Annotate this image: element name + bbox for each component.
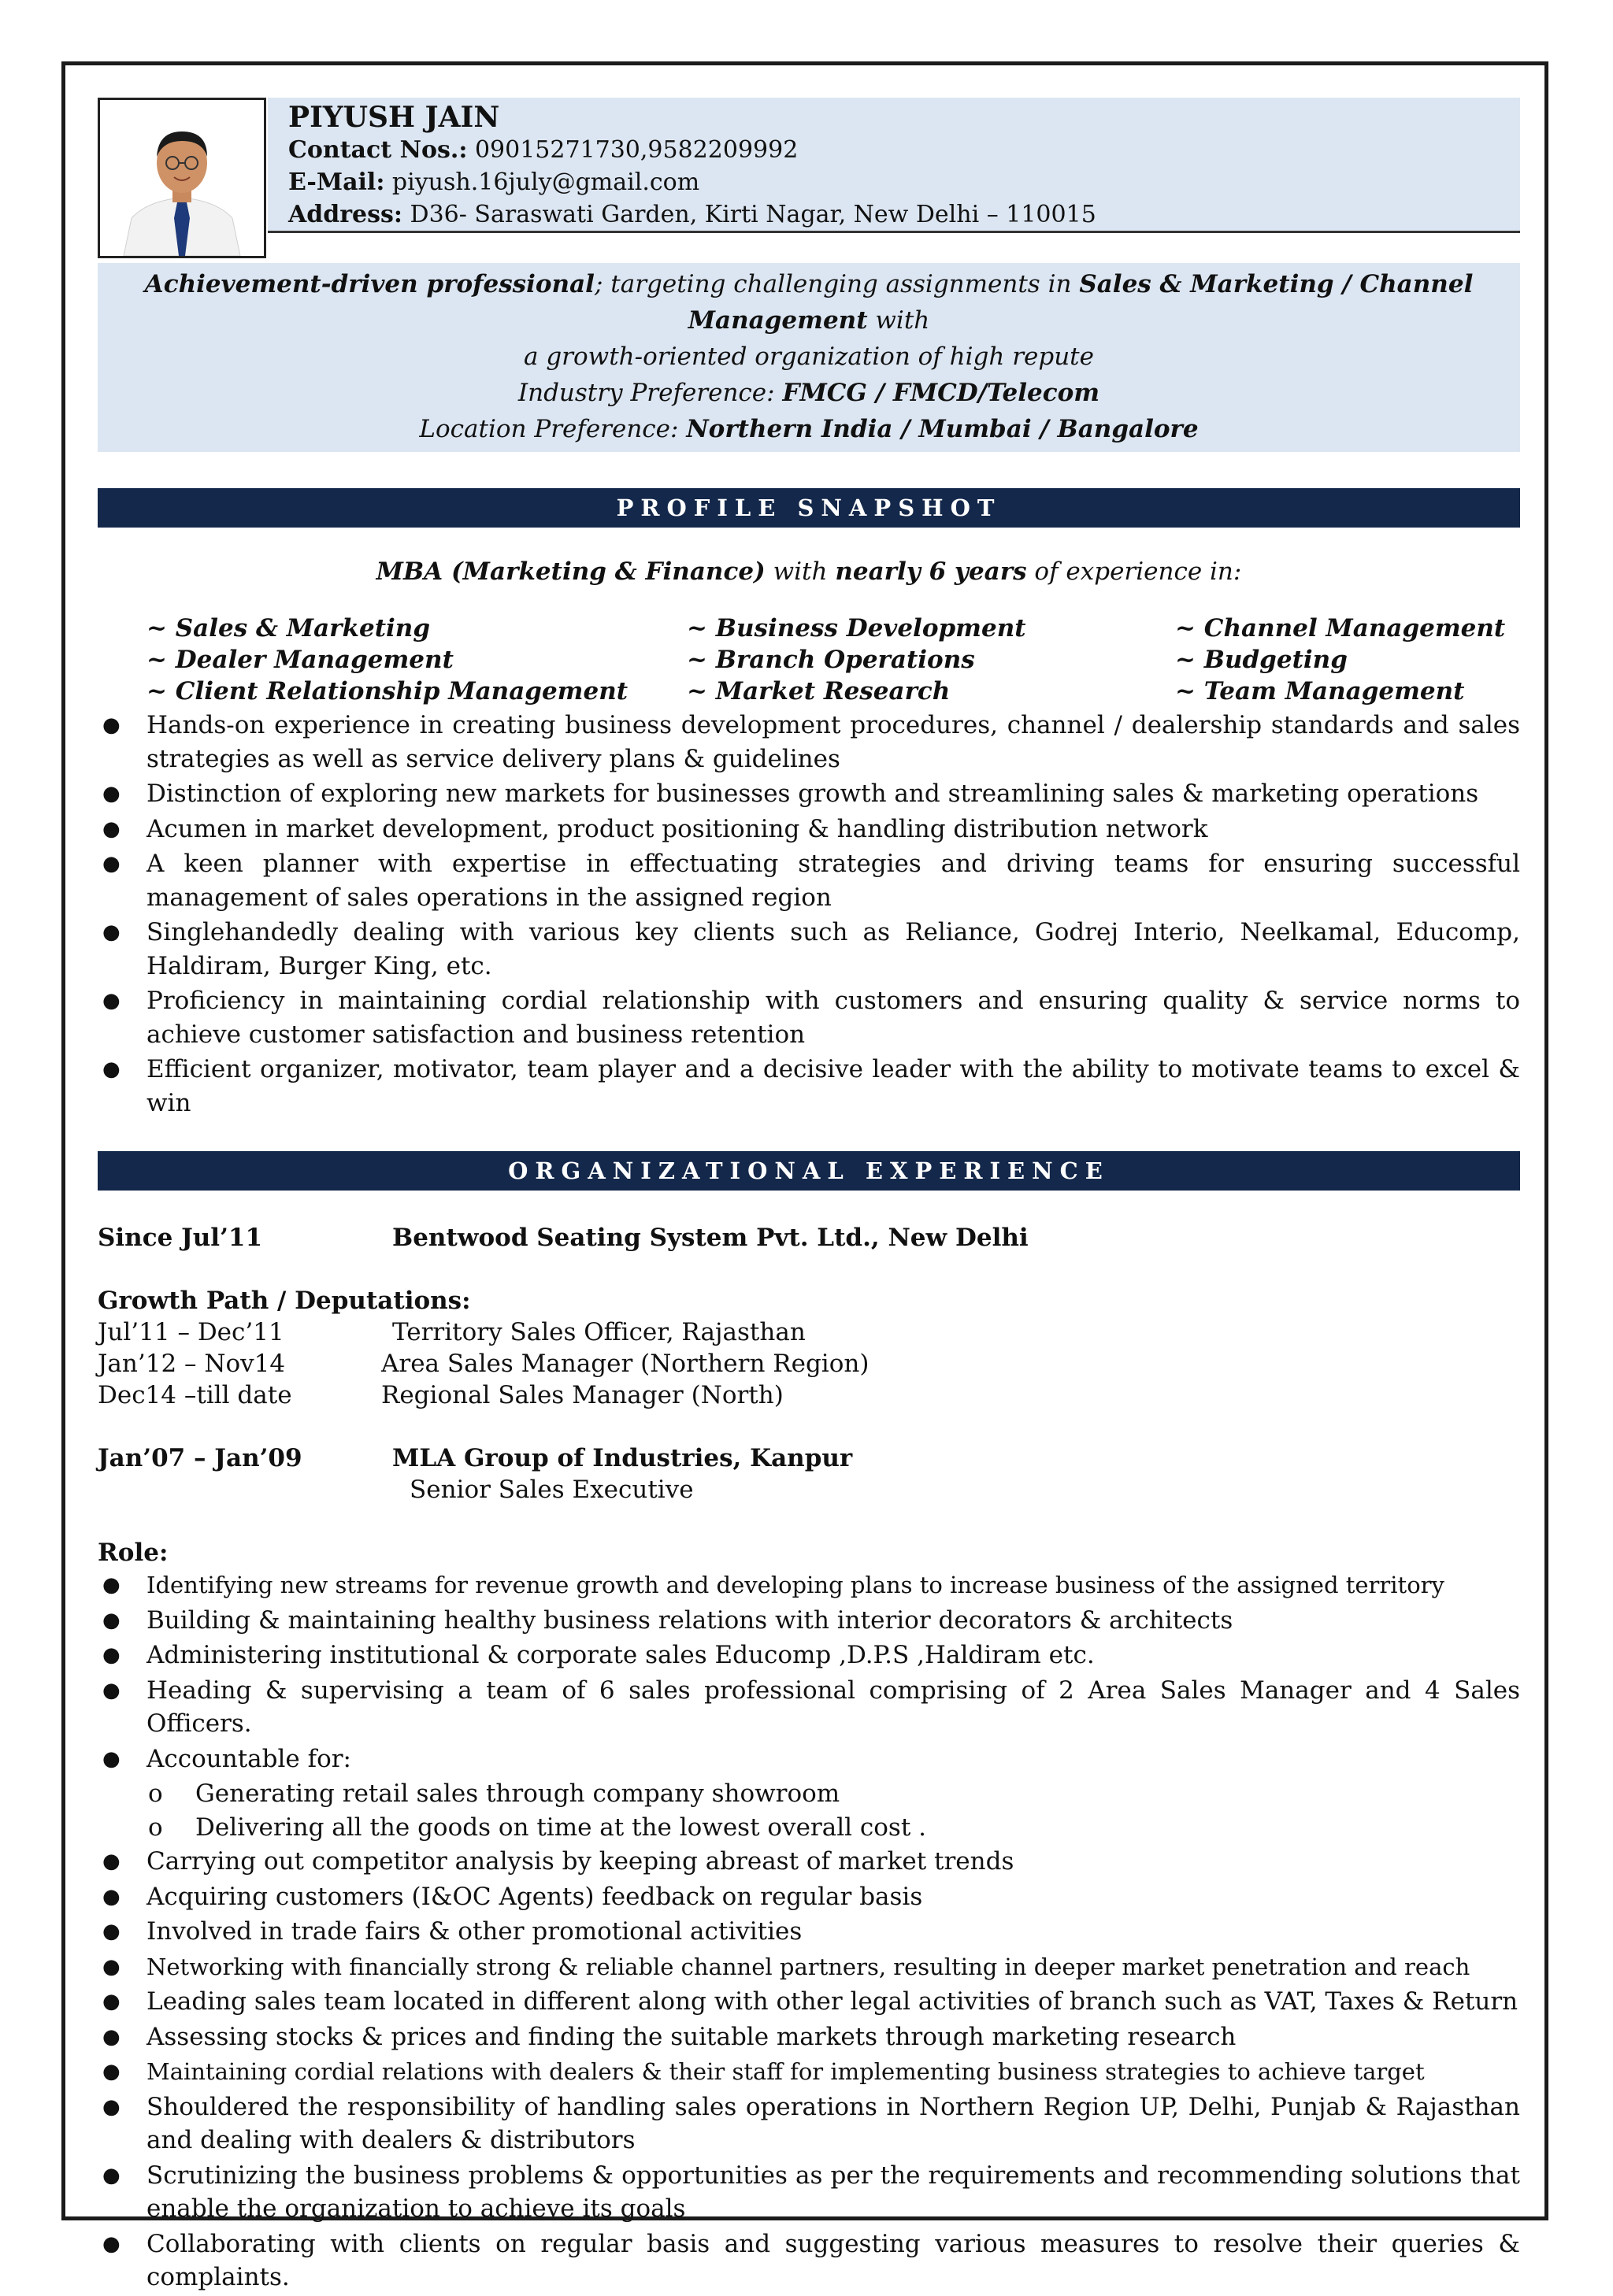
list-item: ● Administering institutional & corporate sales Educomp ,D.P.S ,Haldiram etc. (102, 1641, 1095, 1669)
list-item: ● Involved in trade fairs & other promotional activities (102, 1917, 803, 1946)
job-1-period: Since Jul’11 (98, 1224, 263, 1252)
skill-item: ~ Business Development (687, 614, 1026, 643)
list-item: ● Accountable for: (102, 1744, 352, 1773)
list-item: ● Leading sales team located in different along with other legal activities of branch such as VAT, Taxes & Return (102, 1987, 1518, 2016)
growth-row: Jan’12 – Nov14 Area Sales Manager (Northern Region) (98, 1350, 870, 1378)
contact-block (268, 98, 1520, 233)
skill-item: ~ Client Relationship Management (146, 677, 629, 705)
sub-bullets (98, 1777, 1520, 1845)
list-item: ● Networking with financially strong & reliable channel partners, resulting in deeper market penetration and reach (102, 1953, 1470, 1980)
job-2-company: MLA Group of Industries, Kanpur (392, 1444, 853, 1472)
list-item: ● Acumen in market development, product positioning & handling distribution network (102, 814, 1208, 843)
list-item: ● Distinction of exploring new markets for businesses growth and streamlining sales & marketing operations (102, 780, 1479, 808)
candidate-name: PIYUSH JAIN (288, 101, 500, 134)
sub-list-item: o Generating retail sales through company showroom (148, 1779, 840, 1808)
profile-bullets (98, 709, 1520, 1120)
profile-intro: MBA (Marketing & Finance) with nearly 6 years of experience in: (376, 557, 1242, 586)
objective-line-1: Achievement-driven professional; targeting challenging assignments in Sales & Marketing / Channel Management with (144, 270, 1474, 335)
list-item: ● Building & maintaining healthy business relations with interior decorators & architects (102, 1605, 1233, 1635)
list-item: ● A keen planner with expertise in effectuating strategies and driving teams for ensuring successful management of sales operations in the assigned region (102, 850, 1520, 912)
job-1-company: Bentwood Seating System Pvt. Ltd., New Delhi (392, 1224, 1029, 1252)
skill-item: ~ Sales & Marketing (146, 614, 431, 643)
list-item: ● Shouldered the responsibility of handling sales operations in Northern Region UP, Delhi, Punjab & Rajasthan and dealing with dealers & distributors (102, 2092, 1520, 2154)
growth-row: Dec14 –till date Regional Sales Manager (North) (98, 1381, 784, 1409)
list-item: ● Collaborating with clients on regular basis and suggesting various measures to resolve their queries & complaints. (102, 2229, 1520, 2291)
role-bullets-1 (98, 1568, 1520, 1776)
contact-numbers: Contact Nos.: 09015271730,9582209992 (288, 136, 799, 164)
location-preference: Location Preference: Northern India / Mumbai / Bangalore (419, 415, 1199, 443)
sub-list-item: o Delivering all the goods on time at the lowest overall cost . (148, 1813, 927, 1842)
profile-photo (98, 98, 266, 258)
industry-preference: Industry Preference: FMCG / FMCD/Telecom (517, 379, 1100, 407)
job-2-role-title: Senior Sales Executive (410, 1476, 694, 1504)
section-heading-profile: PROFILE SNAPSHOT (98, 488, 1520, 528)
list-item: ● Acquiring customers (I&OC Agents) feedback on regular basis (102, 1882, 923, 1911)
list-item: ● Scrutinizing the business problems & opportunities as per the requirements and recommending solutions that enable the organization to achieve its goals (102, 2161, 1520, 2223)
person-photo-icon (100, 100, 264, 256)
list-item: ● Efficient organizer, motivator, team player and a decisive leader with the ability to motivate teams to excel & win (102, 1055, 1520, 1117)
list-item: ● Carrying out competitor analysis by keeping abreast of market trends (102, 1847, 1014, 1876)
resume (98, 98, 1520, 2296)
list-item: ● Identifying new streams for revenue growth and developing plans to increase business of the assigned territory (102, 1572, 1444, 1598)
address: Address: D36- Saraswati Garden, Kirti Nagar, New Delhi – 110015 (288, 201, 1096, 228)
list-item: ● Heading & supervising a team of 6 sales professional comprising of 2 Area Sales Manager and 4 Sales Officers. (102, 1676, 1520, 1738)
list-item: ● Maintaining cordial relations with dealers & their staff for implementing business strategies to achieve target (102, 2058, 1425, 2085)
section-heading-experience: ORGANIZATIONAL EXPERIENCE (98, 1151, 1520, 1191)
job-2-header (98, 1442, 1520, 1474)
skill-item: ~ Budgeting (1175, 646, 1348, 674)
role-heading: Role: (98, 1539, 169, 1567)
skill-item: ~ Dealer Management (146, 646, 454, 674)
list-item: ● Hands-on experience in creating business development procedures, channel / dealership standards and sales strategies as well as service delivery plans & guidelines (102, 711, 1520, 773)
skills-grid (98, 613, 1520, 707)
skill-item: ~ Team Management (1175, 677, 1465, 705)
list-item: ● Singlehandedly dealing with various key clients such as Reliance, Godrej Interio, Neelkamal, Educomp, Haldiram, Burger King, etc. (102, 918, 1520, 980)
list-item: ● Proficiency in maintaining cordial relationship with customers and ensuring quality & service norms to achieve customer satisfaction and business retention (102, 987, 1520, 1049)
job-2-period: Jan’07 – Jan’09 (98, 1444, 302, 1472)
skill-item: ~ Market Research (687, 677, 951, 705)
list-item: ● Assessing stocks & prices and finding the suitable markets through marketing research (102, 2022, 1237, 2051)
job-1-header (98, 1222, 1520, 1254)
objective-line-2: a growth-oriented organization of high repute (524, 343, 1094, 371)
header (98, 98, 1520, 260)
objective-block (98, 263, 1520, 452)
skill-item: ~ Branch Operations (687, 646, 975, 674)
growth-path-heading: Growth Path / Deputations: (98, 1287, 471, 1315)
growth-row: Jul’11 – Dec’11 Territory Sales Officer, Rajasthan (98, 1318, 806, 1346)
skill-item: ~ Channel Management (1175, 614, 1506, 643)
email: E-Mail: piyush.16july@gmail.com (288, 168, 700, 196)
role-bullets-2 (98, 1845, 1520, 2294)
